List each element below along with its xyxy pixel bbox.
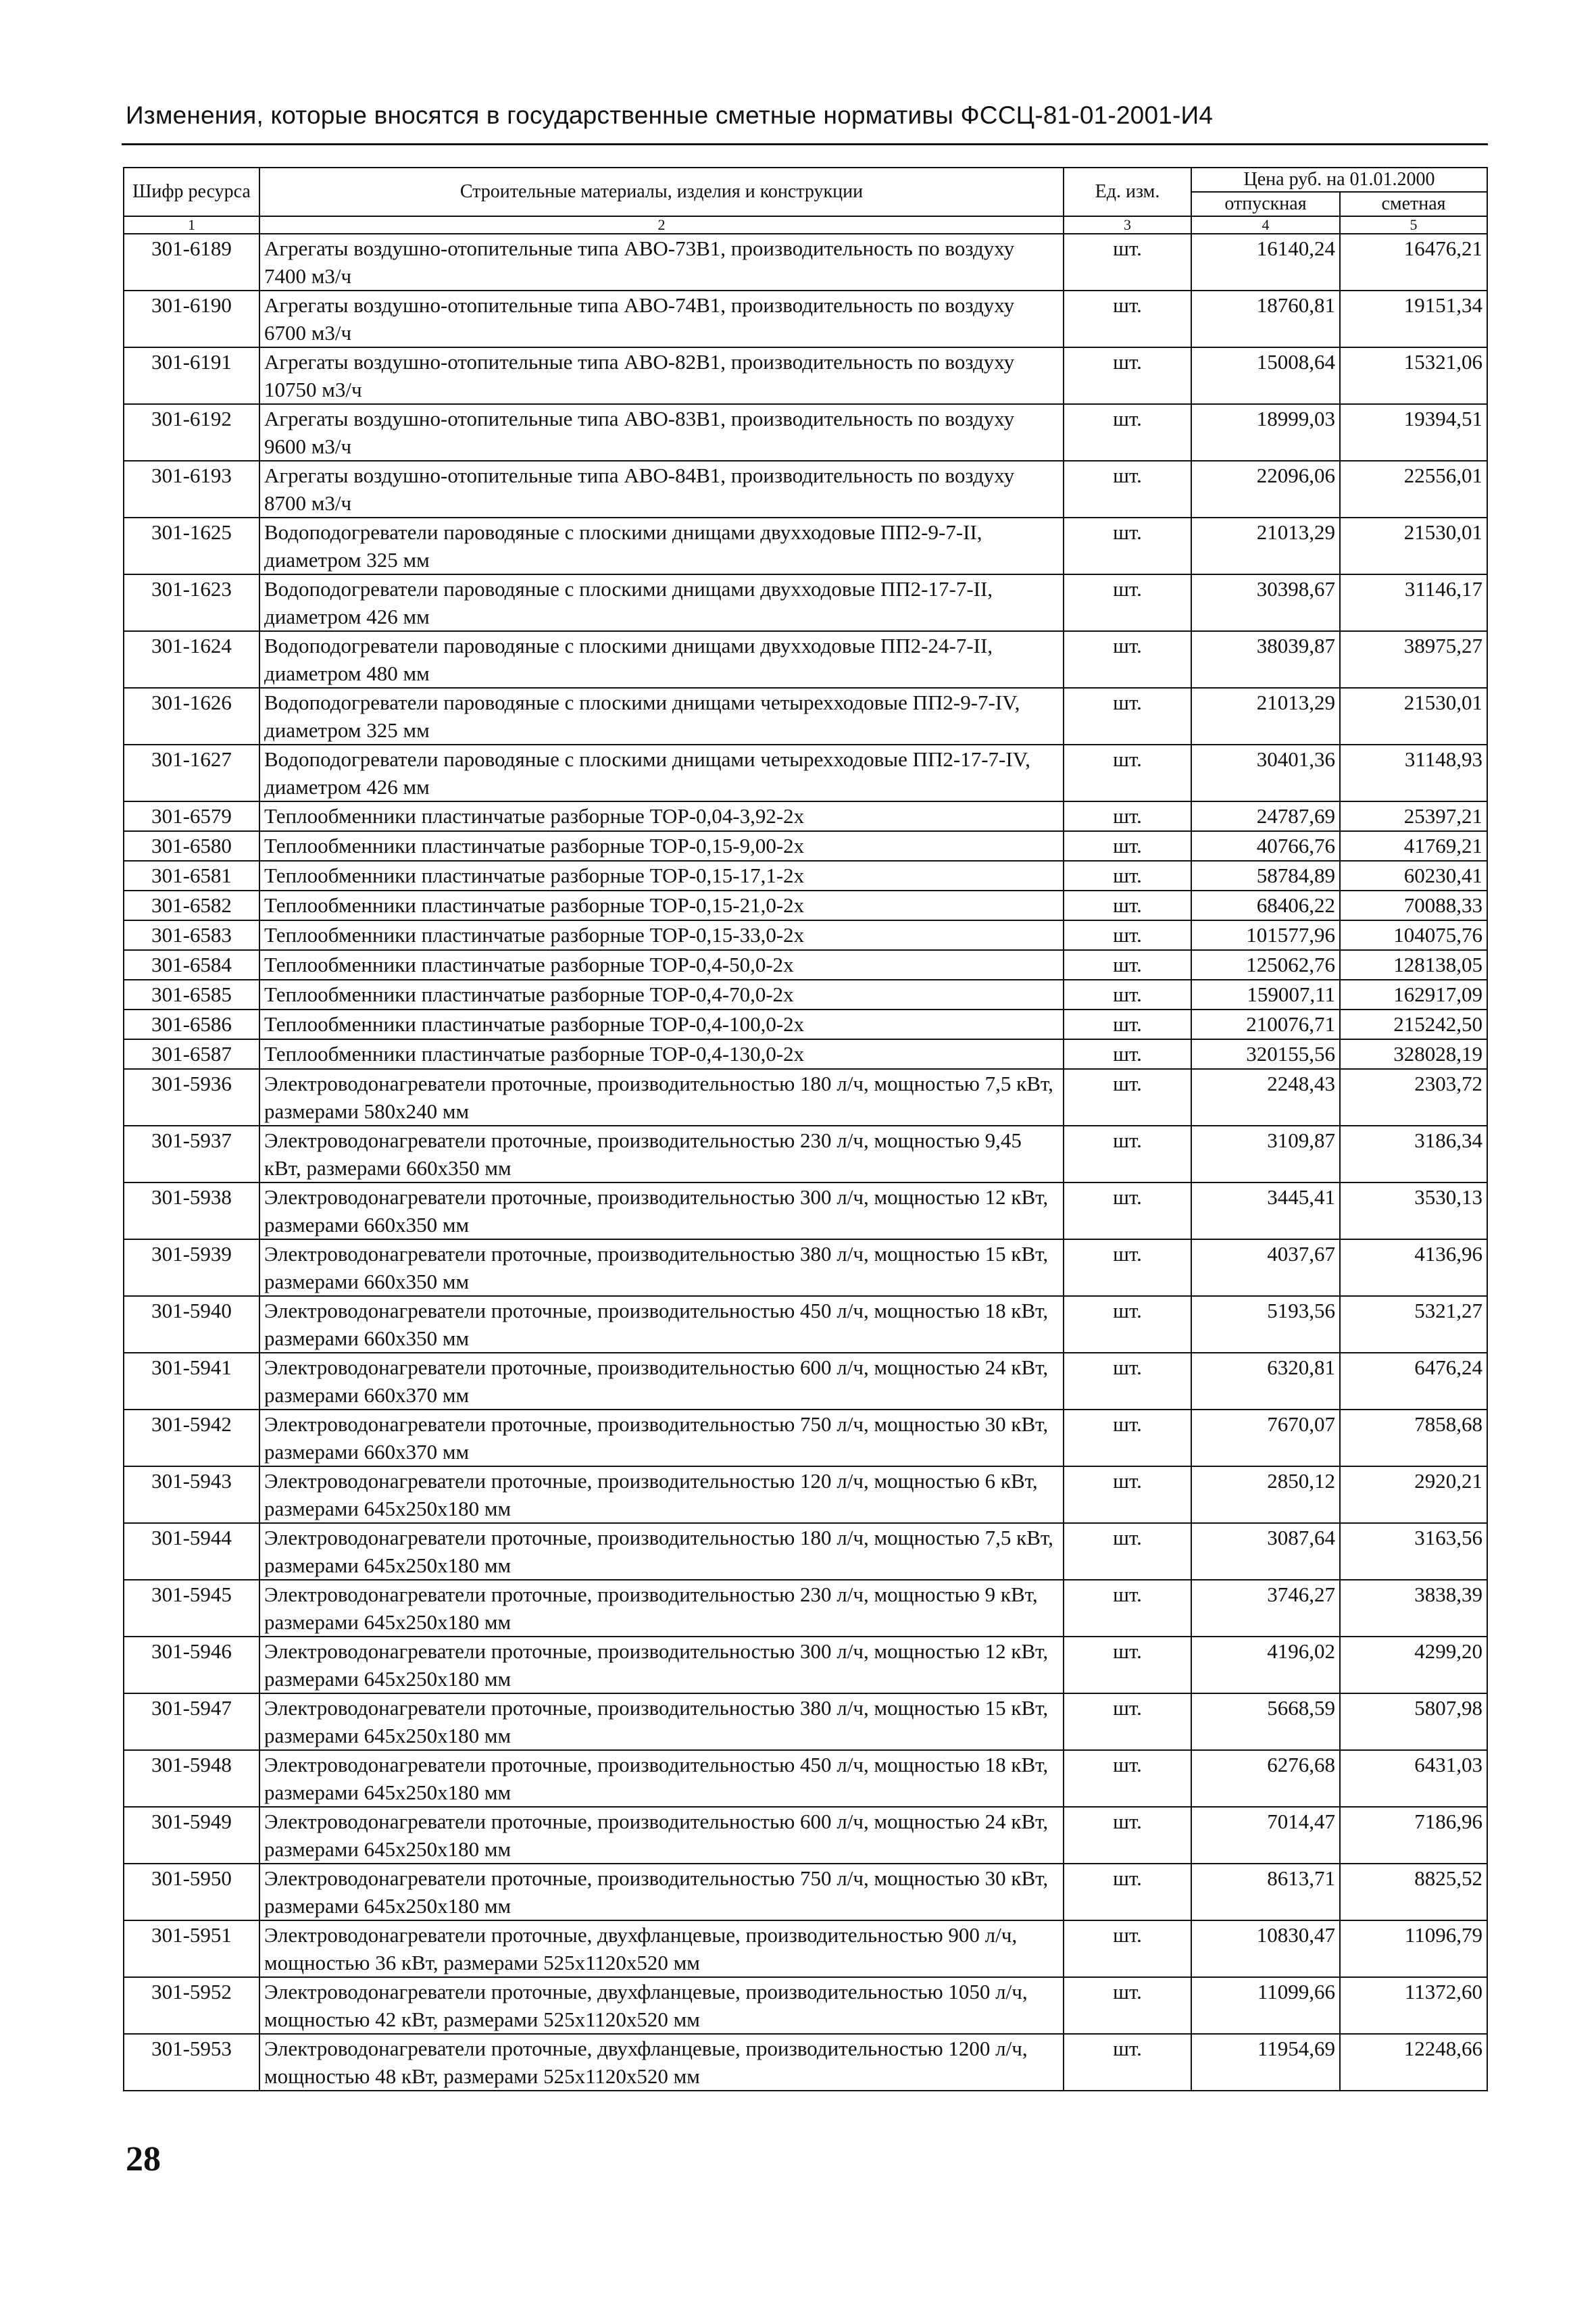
material-name: Электроводонагреватели проточные, производительностью 750 л/ч, мощностью 30 кВт, размерами 660х370 мм [259,1410,1064,1466]
price-estimate: 31146,17 [1340,574,1487,631]
price-estimate: 31148,93 [1340,745,1487,801]
table-row [124,1353,1487,1410]
unit-of-measure: шт. [1064,1693,1191,1750]
material-name: Электроводонагреватели проточные, производительностью 180 л/ч, мощностью 7,5 кВт, размерами 580х240 мм [259,1069,1064,1126]
resource-code: 301-1625 [124,518,259,574]
resource-code: 301-6189 [124,234,259,291]
resource-code: 301-5941 [124,1353,259,1410]
price-estimate: 4299,20 [1340,1637,1487,1693]
material-name: Электроводонагреватели проточные, производительностью 180 л/ч, мощностью 7,5 кВт, размерами 645х250х180 мм [259,1523,1064,1580]
table-row [124,1637,1487,1693]
resource-code: 301-6582 [124,891,259,920]
price-estimate: 21530,01 [1340,688,1487,745]
price-estimate: 6431,03 [1340,1750,1487,1807]
unit-of-measure: шт. [1064,801,1191,831]
resource-code: 301-5940 [124,1296,259,1353]
material-name: Водоподогреватели пароводяные с плоскими днищами четырехходовые ПП2-9-7-IV, диаметром 325 мм [259,688,1064,745]
price-release: 3087,64 [1191,1523,1340,1580]
material-name: Электроводонагреватели проточные, двухфланцевые, производительностью 900 л/ч, мощностью 36 кВт, размерами 525х1120х520 мм [259,1920,1064,1977]
table-row [124,920,1487,950]
resource-code: 301-6581 [124,861,259,891]
price-release: 6320,81 [1191,1353,1340,1410]
price-release: 159007,11 [1191,980,1340,1010]
material-name: Водоподогреватели пароводяные с плоскими днищами четырехходовые ПП2-17-7-IV, диаметром 426 мм [259,745,1064,801]
price-release: 3746,27 [1191,1580,1340,1637]
material-name: Теплообменники пластинчатые разборные ТОР-0,15-33,0-2х [259,920,1064,950]
price-estimate: 3530,13 [1340,1183,1487,1239]
unit-of-measure: шт. [1064,2034,1191,2091]
price-estimate: 4136,96 [1340,1239,1487,1296]
table-body [124,234,1487,2091]
price-estimate: 8825,52 [1340,1864,1487,1920]
resource-code: 301-5949 [124,1807,259,1864]
material-name: Электроводонагреватели проточные, производительностью 230 л/ч, мощностью 9,45 кВт, размерами 660х350 мм [259,1126,1064,1183]
table-row [124,574,1487,631]
table-row [124,518,1487,574]
unit-of-measure: шт. [1064,1807,1191,1864]
table-row [124,347,1487,404]
unit-of-measure: шт. [1064,1523,1191,1580]
resource-code: 301-6586 [124,1010,259,1039]
header-name: Строительные материалы, изделия и конструкции [259,168,1064,216]
table-row [124,1750,1487,1807]
table-row [124,831,1487,861]
document-title: Изменения, которые вносятся в государственные сметные нормативы ФССЦ-81-01-2001-И4 [126,101,1214,129]
material-name: Электроводонагреватели проточные, производительностью 450 л/ч, мощностью 18 кВт, размерами 645х250х180 мм [259,1750,1064,1807]
price-estimate: 3186,34 [1340,1126,1487,1183]
price-release: 4196,02 [1191,1637,1340,1693]
table-row [124,1126,1487,1183]
resource-code: 301-6583 [124,920,259,950]
table-row [124,891,1487,920]
unit-of-measure: шт. [1064,1920,1191,1977]
price-release: 40766,76 [1191,831,1340,861]
header-price-estimate: сметная [1340,192,1487,216]
unit-of-measure: шт. [1064,1353,1191,1410]
unit-of-measure: шт. [1064,891,1191,920]
table-row [124,1010,1487,1039]
table-header [124,168,1487,234]
material-name: Теплообменники пластинчатые разборные ТОР-0,4-130,0-2х [259,1039,1064,1069]
table-row [124,745,1487,801]
price-release: 10830,47 [1191,1920,1340,1977]
material-name: Агрегаты воздушно-отопительные типа АВО-82В1, производительность по воздуху 10750 м3/ч [259,347,1064,404]
price-release: 320155,56 [1191,1039,1340,1069]
unit-of-measure: шт. [1064,950,1191,980]
material-name: Электроводонагреватели проточные, двухфланцевые, производительностью 1200 л/ч, мощностью 48 кВт, размерами 525х1120х520 мм [259,2034,1064,2091]
resource-code: 301-6580 [124,831,259,861]
column-number: 4 [1191,216,1340,234]
price-release: 5193,56 [1191,1296,1340,1353]
table-row [124,291,1487,347]
table-row [124,2034,1487,2091]
resource-code: 301-5948 [124,1750,259,1807]
price-estimate: 60230,41 [1340,861,1487,891]
price-release: 7014,47 [1191,1807,1340,1864]
price-estimate: 5321,27 [1340,1296,1487,1353]
unit-of-measure: шт. [1064,1637,1191,1693]
price-release: 21013,29 [1191,518,1340,574]
unit-of-measure: шт. [1064,574,1191,631]
resource-code: 301-6584 [124,950,259,980]
resource-code: 301-6579 [124,801,259,831]
unit-of-measure: шт. [1064,234,1191,291]
table-row [124,1693,1487,1750]
material-name: Электроводонагреватели проточные, производительностью 450 л/ч, мощностью 18 кВт, размерами 660х350 мм [259,1296,1064,1353]
resource-code: 301-5952 [124,1977,259,2034]
resource-code: 301-5950 [124,1864,259,1920]
resource-code: 301-5946 [124,1637,259,1693]
material-name: Агрегаты воздушно-отопительные типа АВО-74В1, производительность по воздуху 6700 м3/ч [259,291,1064,347]
unit-of-measure: шт. [1064,1069,1191,1126]
material-name: Водоподогреватели пароводяные с плоскими днищами двухходовые ПП2-9-7-II, диаметром 325 мм [259,518,1064,574]
material-name: Теплообменники пластинчатые разборные ТОР-0,4-50,0-2х [259,950,1064,980]
table-row [124,234,1487,291]
material-name: Электроводонагреватели проточные, производительностью 600 л/ч, мощностью 24 кВт, размерами 645х250х180 мм [259,1807,1064,1864]
resource-code: 301-5942 [124,1410,259,1466]
price-release: 68406,22 [1191,891,1340,920]
page-number: 28 [126,2140,161,2179]
unit-of-measure: шт. [1064,291,1191,347]
table-row [124,1977,1487,2034]
header-unit: Ед. изм. [1064,168,1191,216]
table-row [124,1580,1487,1637]
unit-of-measure: шт. [1064,404,1191,461]
column-number: 3 [1064,216,1191,234]
price-estimate: 38975,27 [1340,631,1487,688]
resource-code: 301-5944 [124,1523,259,1580]
price-estimate: 25397,21 [1340,801,1487,831]
price-release: 15008,64 [1191,347,1340,404]
material-name: Водоподогреватели пароводяные с плоскими днищами двухходовые ПП2-24-7-II, диаметром 480 мм [259,631,1064,688]
price-release: 5668,59 [1191,1693,1340,1750]
price-release: 3109,87 [1191,1126,1340,1183]
material-name: Теплообменники пластинчатые разборные ТОР-0,4-100,0-2х [259,1010,1064,1039]
price-release: 21013,29 [1191,688,1340,745]
price-estimate: 2303,72 [1340,1069,1487,1126]
material-name: Агрегаты воздушно-отопительные типа АВО-73В1, производительность по воздуху 7400 м3/ч [259,234,1064,291]
title-rule [122,143,1488,145]
price-estimate: 7858,68 [1340,1410,1487,1466]
material-name: Электроводонагреватели проточные, производительностью 600 л/ч, мощностью 24 кВт, размерами 660х370 мм [259,1353,1064,1410]
price-estimate: 22556,01 [1340,461,1487,518]
price-estimate: 328028,19 [1340,1039,1487,1069]
resource-code: 301-6587 [124,1039,259,1069]
price-estimate: 162917,09 [1340,980,1487,1010]
unit-of-measure: шт. [1064,461,1191,518]
price-estimate: 19394,51 [1340,404,1487,461]
unit-of-measure: шт. [1064,745,1191,801]
column-number: 5 [1340,216,1487,234]
price-estimate: 3163,56 [1340,1523,1487,1580]
price-estimate: 128138,05 [1340,950,1487,980]
resource-code: 301-1627 [124,745,259,801]
unit-of-measure: шт. [1064,1977,1191,2034]
price-estimate: 21530,01 [1340,518,1487,574]
material-name: Электроводонагреватели проточные, производительностью 380 л/ч, мощностью 15 кВт, размерами 660х350 мм [259,1239,1064,1296]
table-row [124,1069,1487,1126]
price-estimate: 19151,34 [1340,291,1487,347]
table-row [124,861,1487,891]
unit-of-measure: шт. [1064,1239,1191,1296]
table-row [124,1296,1487,1353]
price-release: 18999,03 [1191,404,1340,461]
table-row [124,404,1487,461]
price-release: 11099,66 [1191,1977,1340,2034]
resource-code: 301-6190 [124,291,259,347]
unit-of-measure: шт. [1064,688,1191,745]
unit-of-measure: шт. [1064,1039,1191,1069]
price-estimate: 215242,50 [1340,1010,1487,1039]
material-name: Теплообменники пластинчатые разборные ТОР-0,04-3,92-2х [259,801,1064,831]
material-name: Электроводонагреватели проточные, производительностью 300 л/ч, мощностью 12 кВт, размерами 645х250х180 мм [259,1637,1064,1693]
resource-code: 301-5943 [124,1466,259,1523]
table-row [124,1864,1487,1920]
resource-code: 301-5947 [124,1693,259,1750]
table-row [124,950,1487,980]
price-table [123,167,1488,2091]
column-number: 1 [124,216,259,234]
resource-code: 301-1623 [124,574,259,631]
price-release: 210076,71 [1191,1010,1340,1039]
price-release: 30401,36 [1191,745,1340,801]
material-name: Теплообменники пластинчатые разборные ТОР-0,4-70,0-2х [259,980,1064,1010]
unit-of-measure: шт. [1064,1580,1191,1637]
unit-of-measure: шт. [1064,1410,1191,1466]
table-row [124,1239,1487,1296]
unit-of-measure: шт. [1064,347,1191,404]
unit-of-measure: шт. [1064,1010,1191,1039]
material-name: Теплообменники пластинчатые разборные ТОР-0,15-21,0-2х [259,891,1064,920]
unit-of-measure: шт. [1064,1296,1191,1353]
material-name: Теплообменники пластинчатые разборные ТОР-0,15-9,00-2х [259,831,1064,861]
table-row [124,1807,1487,1864]
unit-of-measure: шт. [1064,980,1191,1010]
unit-of-measure: шт. [1064,831,1191,861]
price-estimate: 11096,79 [1340,1920,1487,1977]
price-release: 22096,06 [1191,461,1340,518]
table-row [124,1466,1487,1523]
price-release: 24787,69 [1191,801,1340,831]
price-release: 3445,41 [1191,1183,1340,1239]
resource-code: 301-5945 [124,1580,259,1637]
price-release: 18760,81 [1191,291,1340,347]
price-release: 4037,67 [1191,1239,1340,1296]
price-release: 6276,68 [1191,1750,1340,1807]
table-row [124,688,1487,745]
table-row [124,980,1487,1010]
unit-of-measure: шт. [1064,518,1191,574]
resource-code: 301-5938 [124,1183,259,1239]
price-release: 38039,87 [1191,631,1340,688]
material-name: Электроводонагреватели проточные, производительностью 750 л/ч, мощностью 30 кВт, размерами 645х250х180 мм [259,1864,1064,1920]
resource-code: 301-5953 [124,2034,259,2091]
table-row [124,1920,1487,1977]
material-name: Теплообменники пластинчатые разборные ТОР-0,15-17,1-2х [259,861,1064,891]
unit-of-measure: шт. [1064,861,1191,891]
price-release: 2850,12 [1191,1466,1340,1523]
resource-code: 301-1626 [124,688,259,745]
unit-of-measure: шт. [1064,1466,1191,1523]
price-estimate: 15321,06 [1340,347,1487,404]
price-release: 30398,67 [1191,574,1340,631]
resource-code: 301-6191 [124,347,259,404]
price-estimate: 3838,39 [1340,1580,1487,1637]
material-name: Электроводонагреватели проточные, двухфланцевые, производительностью 1050 л/ч, мощностью 42 кВт, размерами 525х1120х520 мм [259,1977,1064,2034]
material-name: Водоподогреватели пароводяные с плоскими днищами двухходовые ПП2-17-7-II, диаметром 426 мм [259,574,1064,631]
header-price-group: Цена руб. на 01.01.2000 [1191,168,1487,192]
table-row [124,801,1487,831]
resource-code: 301-5937 [124,1126,259,1183]
column-number: 2 [259,216,1064,234]
material-name: Агрегаты воздушно-отопительные типа АВО-83В1, производительность по воздуху 9600 м3/ч [259,404,1064,461]
price-estimate: 5807,98 [1340,1693,1487,1750]
unit-of-measure: шт. [1064,920,1191,950]
resource-code: 301-5936 [124,1069,259,1126]
resource-code: 301-6193 [124,461,259,518]
unit-of-measure: шт. [1064,1864,1191,1920]
material-name: Электроводонагреватели проточные, производительностью 120 л/ч, мощностью 6 кВт, размерами 645х250х180 мм [259,1466,1064,1523]
price-estimate: 12248,66 [1340,2034,1487,2091]
table-row [124,631,1487,688]
price-release: 2248,43 [1191,1069,1340,1126]
table-row [124,1410,1487,1466]
unit-of-measure: шт. [1064,631,1191,688]
price-release: 8613,71 [1191,1864,1340,1920]
table-row [124,461,1487,518]
table-row [124,1039,1487,1069]
unit-of-measure: шт. [1064,1183,1191,1239]
resource-code: 301-6585 [124,980,259,1010]
price-estimate: 6476,24 [1340,1353,1487,1410]
price-release: 58784,89 [1191,861,1340,891]
material-name: Электроводонагреватели проточные, производительностью 300 л/ч, мощностью 12 кВт, размерами 660х350 мм [259,1183,1064,1239]
price-estimate: 70088,33 [1340,891,1487,920]
price-estimate: 2920,21 [1340,1466,1487,1523]
material-name: Электроводонагреватели проточные, производительностью 230 л/ч, мощностью 9 кВт, размерами 645х250х180 мм [259,1580,1064,1637]
table-row [124,1183,1487,1239]
header-code: Шифр ресурса [124,168,259,216]
unit-of-measure: шт. [1064,1126,1191,1183]
price-estimate: 104075,76 [1340,920,1487,950]
unit-of-measure: шт. [1064,1750,1191,1807]
price-estimate: 7186,96 [1340,1807,1487,1864]
material-name: Агрегаты воздушно-отопительные типа АВО-84В1, производительность по воздуху 8700 м3/ч [259,461,1064,518]
price-release: 11954,69 [1191,2034,1340,2091]
price-estimate: 16476,21 [1340,234,1487,291]
price-release: 7670,07 [1191,1410,1340,1466]
resource-code: 301-1624 [124,631,259,688]
resource-code: 301-5939 [124,1239,259,1296]
resource-code: 301-5951 [124,1920,259,1977]
material-name: Электроводонагреватели проточные, производительностью 380 л/ч, мощностью 15 кВт, размерами 645х250х180 мм [259,1693,1064,1750]
price-release: 101577,96 [1191,920,1340,950]
header-price-release: отпускная [1191,192,1340,216]
resource-code: 301-6192 [124,404,259,461]
table-row [124,1523,1487,1580]
price-estimate: 41769,21 [1340,831,1487,861]
price-release: 125062,76 [1191,950,1340,980]
price-estimate: 11372,60 [1340,1977,1487,2034]
price-release: 16140,24 [1191,234,1340,291]
